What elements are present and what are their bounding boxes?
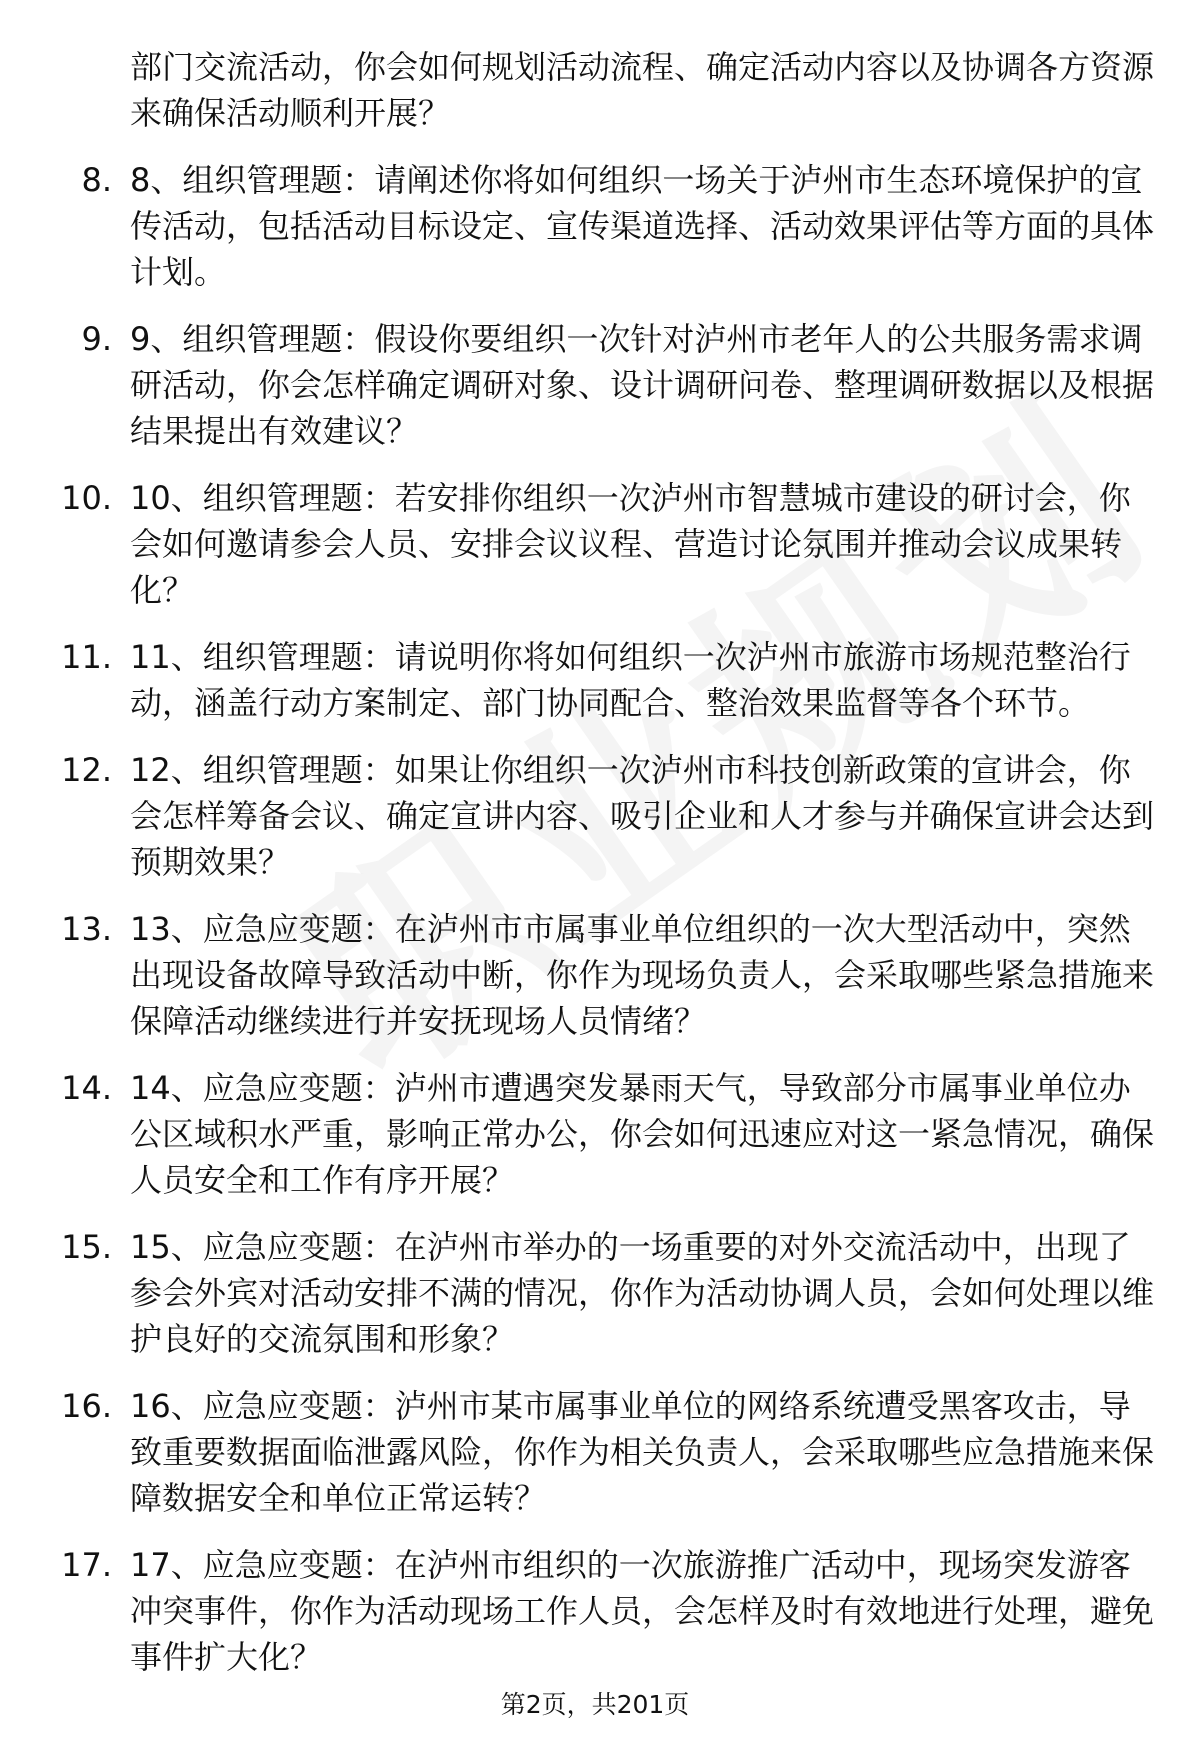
item-number: 8. (81, 161, 112, 199)
item-number: 16. (61, 1387, 112, 1425)
list-item (0, 1224, 1190, 1362)
item-number: 9. (81, 320, 112, 358)
question-list (0, 44, 1190, 1680)
item-number: 15. (61, 1228, 112, 1266)
item-text: 17、应急应变题：在泸州市组织的一次旅游推广活动中，现场突发游客冲突事件，你作为活动现场工作人员，会怎样及时有效地进行处理，避免事件扩大化？ (130, 1546, 1155, 1676)
item-text: 14、应急应变题：泸州市遭遇突发暴雨天气，导致部分市属事业单位办公区域积水严重，影响正常办公，你会如何迅速应对这一紧急情况，确保人员安全和工作有序开展？ (130, 1069, 1155, 1199)
list-item-continued (0, 44, 1190, 136)
item-text: 12、组织管理题：如果让你组织一次泸州市科技创新政策的宣讲会，你会怎样筹备会议、确定宣讲内容、吸引企业和人才参与并确保宣讲会达到预期效果？ (130, 751, 1155, 881)
page-footer: 第2页，共201页 (500, 1690, 690, 1719)
item-number: 17. (61, 1546, 112, 1584)
item-text: 11、组织管理题：请说明你将如何组织一次泸州市旅游市场规范整治行动，涵盖行动方案制定、部门协同配合、整治效果监督等各个环节。 (130, 638, 1131, 722)
list-item (0, 747, 1190, 885)
item-text: 15、应急应变题：在泸州市举办的一场重要的对外交流活动中，出现了参会外宾对活动安排不满的情况，你作为活动协调人员，会如何处理以维护良好的交流氛围和形象？ (130, 1228, 1155, 1358)
list-item (0, 157, 1190, 295)
list-item (0, 1542, 1190, 1680)
item-text: 13、应急应变题：在泸州市市属事业单位组织的一次大型活动中，突然出现设备故障导致活动中断，你作为现场负责人，会采取哪些紧急措施来保障活动继续进行并安抚现场人员情绪？ (130, 910, 1155, 1040)
item-number: 10. (61, 479, 112, 517)
list-item (0, 1065, 1190, 1203)
item-text: 9、组织管理题：假设你要组织一次针对泸州市老年人的公共服务需求调研活动，你会怎样确定调研对象、设计调研问卷、整理调研数据以及根据结果提出有效建议？ (130, 320, 1155, 450)
list-item (0, 475, 1190, 613)
list-item (0, 1383, 1190, 1521)
item-number: 11. (61, 638, 112, 676)
list-item (0, 906, 1190, 1044)
list-item (0, 316, 1190, 454)
item-text: 10、组织管理题：若安排你组织一次泸州市智慧城市建设的研讨会，你会如何邀请参会人员、安排会议议程、营造讨论氛围并推动会议成果转化？ (130, 479, 1131, 609)
continued-text: 部门交流活动，你会如何规划活动流程、确定活动内容以及协调各方资源来确保活动顺利开展？ (130, 48, 1155, 132)
item-number: 13. (61, 910, 112, 948)
item-text: 16、应急应变题：泸州市某市属事业单位的网络系统遭受黑客攻击，导致重要数据面临泄露风险，你作为相关负责人，会采取哪些应急措施来保障数据安全和单位正常运转？ (130, 1387, 1155, 1517)
list-item (0, 634, 1190, 726)
item-number: 12. (61, 751, 112, 789)
item-number: 14. (61, 1069, 112, 1107)
item-text: 8、组织管理题：请阐述你将如何组织一场关于泸州市生态环境保护的宣传活动，包括活动目标设定、宣传渠道选择、活动效果评估等方面的具体计划。 (130, 161, 1155, 291)
